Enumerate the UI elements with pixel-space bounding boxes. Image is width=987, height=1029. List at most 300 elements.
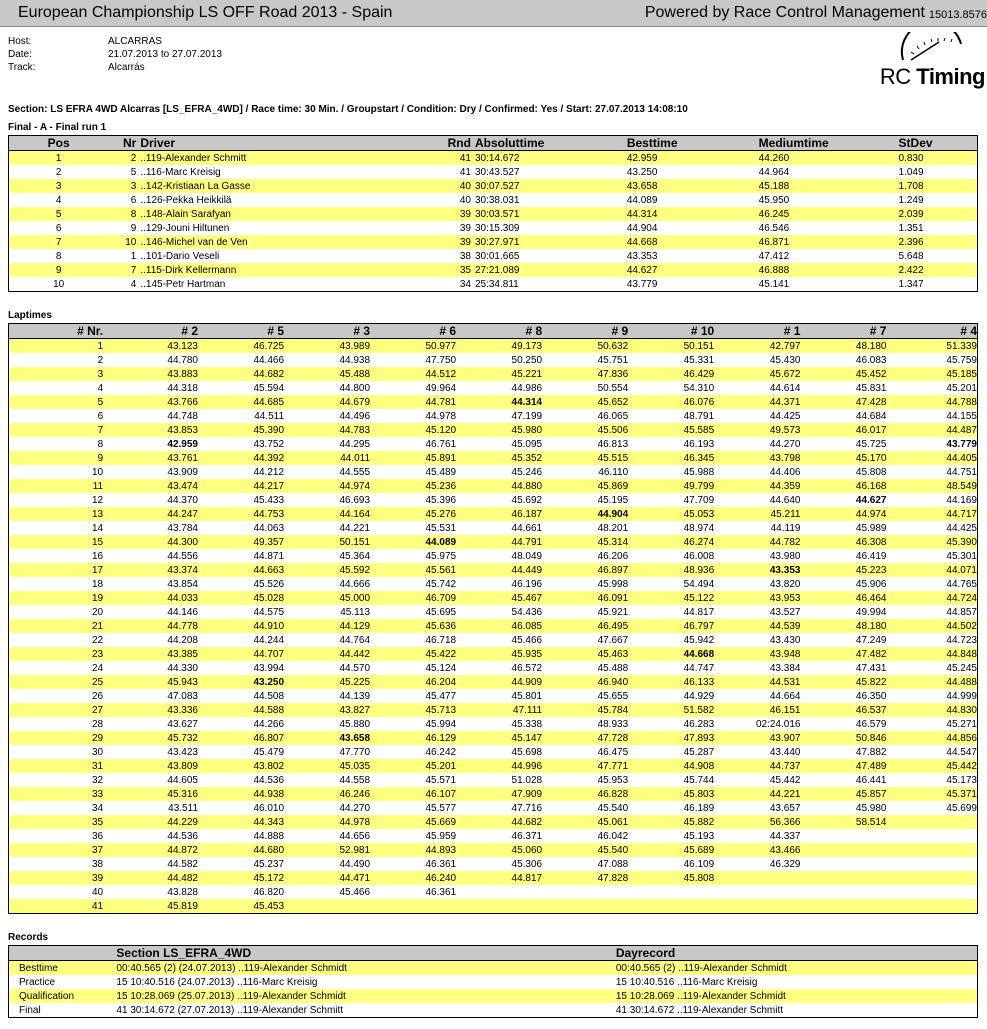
- laptime-cell: 46.828: [542, 787, 628, 801]
- table-row: [9, 409, 978, 423]
- laptime-cell: 46.189: [683, 802, 715, 814]
- laptime-cell: 46.008: [683, 550, 715, 562]
- laptime-cell: 46.429: [628, 367, 714, 381]
- laptime-cell: [800, 871, 886, 885]
- laptime-cell: 45.452: [800, 367, 886, 381]
- host-value: ALCARRAS: [108, 36, 162, 47]
- laptime-cell: 46.065: [597, 410, 629, 422]
- table-cell: 10: [108, 235, 136, 249]
- laptime-cell: 44.791: [456, 535, 542, 549]
- laptimes-col-header: # 2: [103, 324, 198, 339]
- laptime-cell: 45.467: [456, 591, 542, 605]
- laptime-cell: 12: [92, 494, 104, 506]
- laptime-cell: 27: [9, 703, 104, 717]
- laptime-cell: 45.237: [253, 858, 285, 870]
- table-row: [9, 367, 978, 381]
- table-row: [9, 577, 978, 591]
- table-row: [9, 521, 978, 535]
- laptime-cell: 44.164: [284, 507, 370, 521]
- laptime-cell: 44.764: [339, 634, 371, 646]
- laptime-cell: 45.173: [946, 774, 977, 786]
- table-row: [9, 605, 978, 619]
- laptime-cell: 46.350: [855, 690, 887, 702]
- laptime-cell: 43.953: [714, 591, 800, 605]
- laptime-cell: 45.442: [886, 759, 977, 773]
- laptime-cell: 45.526: [253, 578, 285, 590]
- laptime-cell: 44.536: [253, 774, 285, 786]
- laptime-cell: 45.479: [253, 746, 285, 758]
- laptime-cell: [456, 885, 542, 899]
- laptime-cell: 44.986: [511, 382, 543, 394]
- laptime-cell: [886, 843, 977, 857]
- laptime-cell: 46.813: [597, 438, 629, 450]
- laptime-cell: 44.871: [253, 550, 285, 562]
- table-cell: 0.830: [899, 151, 978, 166]
- table-row: [9, 773, 978, 787]
- laptime-cell: 44.089: [370, 535, 456, 549]
- table-cell: 5: [9, 207, 109, 221]
- report-code: 15013.8576: [928, 9, 987, 21]
- laptime-cell: 49.357: [198, 535, 284, 549]
- laptime-cell: 47.771: [542, 759, 628, 773]
- table-row: [9, 193, 978, 207]
- laptime-cell: 43.423: [167, 746, 198, 758]
- laptime-cell: 33: [9, 787, 104, 801]
- laptime-cell: 44.974: [800, 507, 886, 521]
- laptime-cell: 45.000: [284, 591, 370, 605]
- table-row: [9, 661, 978, 675]
- laptime-cell: 50.554: [597, 382, 629, 394]
- laptime-cell: 46.725: [198, 339, 284, 354]
- laptime-cell: 43.466: [714, 843, 800, 857]
- laptime-cell: 46.168: [800, 479, 886, 493]
- laptime-cell: 44.371: [714, 395, 800, 409]
- laptime-cell: 44.071: [886, 563, 977, 577]
- laptimes-table: [8, 323, 978, 914]
- table-cell: 43.658: [627, 179, 759, 193]
- laptime-cell: 44.212: [253, 466, 285, 478]
- laptimes-header-row: [9, 324, 978, 339]
- laptime-cell: 44.737: [714, 759, 800, 773]
- laptime-cell: 44.425: [769, 410, 801, 422]
- laptime-cell: 45.193: [683, 830, 715, 842]
- table-cell: 45.188: [759, 179, 899, 193]
- laptime-cell: 44.656: [339, 830, 371, 842]
- laptime-cell: [886, 829, 977, 843]
- laptime-cell: 46.206: [597, 550, 629, 562]
- laptime-cell: 43.907: [714, 731, 800, 745]
- laptime-cell: 02:24.016: [755, 718, 801, 730]
- laptime-cell: 47.770: [339, 746, 371, 758]
- laptime-cell: 44.661: [511, 522, 543, 534]
- laptime-cell: 47.882: [855, 746, 887, 758]
- laptime-cell: 46.193: [683, 438, 715, 450]
- laptime-cell: 17: [9, 563, 104, 577]
- laptime-cell: [456, 899, 542, 914]
- laptime-cell: 45.636: [370, 619, 456, 633]
- laptime-cell: 47.088: [597, 858, 629, 870]
- laptime-cell: 45.759: [946, 354, 977, 366]
- laptime-cell: 45.276: [370, 507, 456, 521]
- laptime-cell: 54.436: [511, 606, 543, 618]
- laptimes-col-header: # 10: [628, 324, 714, 339]
- table-row: [9, 787, 978, 801]
- laptime-cell: 44.531: [714, 675, 800, 689]
- laptime-cell: 44.555: [339, 466, 371, 478]
- laptime-cell: [542, 885, 628, 899]
- laptime-cell: 45.113: [340, 606, 371, 618]
- col-absoluttime: Absoluttime: [471, 136, 627, 151]
- laptime-cell: 47.836: [542, 367, 628, 381]
- table-cell: 3: [9, 179, 109, 193]
- laptime-cell: 45.959: [425, 830, 457, 842]
- laptime-cell: 44.938: [198, 787, 284, 801]
- records-table: [8, 945, 978, 1018]
- laptime-cell: 54.494: [683, 578, 715, 590]
- table-cell: 40: [436, 179, 471, 193]
- laptime-cell: 45.453: [198, 899, 284, 914]
- laptime-cell: 44.723: [946, 634, 977, 646]
- laptime-cell: [628, 899, 714, 914]
- table-cell: 1.249: [898, 194, 924, 206]
- laptime-cell: 43.883: [103, 367, 198, 381]
- laptime-cell: 44.139: [339, 690, 371, 702]
- records-cell: 41 30:14.672 ..119-Alexander Schmitt: [615, 1004, 784, 1016]
- table-row: [9, 451, 978, 465]
- table-row: [9, 235, 978, 249]
- col-rnd: Rnd: [436, 136, 471, 151]
- laptime-cell: 44.679: [284, 395, 370, 409]
- table-cell: 44.964: [758, 166, 790, 178]
- laptime-cell: 45.857: [800, 787, 886, 801]
- laptime-cell: 45.540: [542, 843, 628, 857]
- laptime-cell: 46.196: [511, 578, 543, 590]
- laptime-cell: 45.699: [946, 802, 977, 814]
- table-cell: 7: [108, 263, 136, 277]
- laptime-cell: 46.308: [800, 535, 886, 549]
- table-row: [9, 647, 978, 661]
- laptime-cell: 46.042: [597, 830, 629, 842]
- laptime-cell: 43.430: [769, 634, 801, 646]
- laptime-cell: 43.474: [103, 479, 198, 493]
- laptime-cell: 47.893: [628, 731, 714, 745]
- records-col-section: Section LS_EFRA_4WD: [108, 946, 612, 961]
- table-cell: ..142-Kristiaan La Gasse: [136, 179, 436, 193]
- laptime-cell: 44.872: [103, 843, 198, 857]
- table-cell: 43.250: [626, 166, 658, 178]
- laptime-cell: 43.853: [103, 423, 198, 437]
- laptime-cell: 44.442: [284, 647, 370, 661]
- table-cell: 1.708: [899, 179, 978, 193]
- table-cell: 38: [459, 250, 471, 262]
- laptime-cell: 45.819: [103, 899, 198, 914]
- records-col-dayrecord: Dayrecord: [613, 946, 978, 961]
- laptime-cell: [370, 899, 456, 914]
- laptime-cell: 46.897: [542, 563, 628, 577]
- table-cell: 1.347: [898, 278, 924, 290]
- laptime-cell: 45.364: [339, 550, 371, 562]
- laptime-cell: 45.352: [456, 451, 542, 465]
- laptime-cell: 8: [97, 438, 104, 450]
- laptime-cell: 45.195: [597, 494, 629, 506]
- final-header-row: [9, 136, 978, 151]
- laptime-cell: 44.893: [370, 843, 456, 857]
- laptime-cell: 45.891: [370, 451, 456, 465]
- table-row: [9, 633, 978, 647]
- laptime-cell: 45.477: [425, 690, 457, 702]
- laptime-cell: 44.747: [683, 662, 715, 674]
- report-title: European Championship LS OFF Road 2013 - Spain: [18, 4, 393, 21]
- laptime-cell: 44.582: [167, 858, 198, 870]
- table-cell: 1: [9, 151, 109, 166]
- laptime-cell: 45.095: [511, 438, 543, 450]
- table-row: [9, 885, 978, 899]
- laptime-cell: 44.488: [886, 675, 977, 689]
- laptime-cell: 50.977: [370, 339, 456, 354]
- laptime-cell: 41: [9, 899, 104, 914]
- laptime-cell: 45.998: [597, 578, 629, 590]
- table-cell: 1.351: [898, 222, 924, 234]
- laptime-cell: 43.798: [714, 451, 800, 465]
- table-row: [9, 815, 978, 829]
- laptime-cell: 45.577: [425, 802, 457, 814]
- table-cell: 10: [53, 278, 65, 290]
- laptime-cell: 45.869: [542, 479, 628, 493]
- laptime-cell: [886, 899, 977, 914]
- laptime-cell: 43.779: [946, 438, 977, 450]
- laptime-cell: 45.124: [425, 662, 457, 674]
- table-row: [9, 591, 978, 605]
- laptime-cell: 44.910: [198, 619, 284, 633]
- laptime-cell: [800, 857, 886, 871]
- laptime-cell: 39: [9, 871, 104, 885]
- laptime-cell: 3: [9, 367, 104, 381]
- laptime-cell: 45.882: [628, 815, 714, 829]
- laptime-cell: 45.463: [542, 647, 628, 661]
- laptime-cell: 24: [92, 662, 104, 674]
- laptime-cell: 56.366: [714, 815, 800, 829]
- laptime-cell: 44.270: [339, 802, 371, 814]
- laptime-cell: 46.441: [855, 774, 887, 786]
- laptime-cell: 44.496: [339, 410, 371, 422]
- laptime-cell: 45.652: [542, 395, 628, 409]
- table-row: [9, 423, 978, 437]
- laptime-cell: 9: [9, 451, 104, 465]
- records-cell: 15 10:40.516 (24.07.2013) ..116-Marc Kreisig: [116, 976, 318, 988]
- laptimes-col-header: # 7: [800, 324, 886, 339]
- laptime-cell: 18: [92, 578, 104, 590]
- laptime-cell: 16: [92, 550, 104, 562]
- track-value: Alcarrás: [108, 62, 145, 73]
- table-cell: 46.245: [759, 207, 899, 221]
- laptime-cell: 44.392: [198, 451, 284, 465]
- table-cell: 46.888: [759, 263, 899, 277]
- laptime-cell: 44.707: [198, 647, 284, 661]
- laptime-cell: 46.495: [542, 619, 628, 633]
- table-row: [9, 745, 978, 759]
- table-row: [9, 675, 978, 689]
- table-cell: 44.314: [627, 207, 759, 221]
- laptime-cell: 47.750: [425, 354, 457, 366]
- laptime-cell: 43.948: [714, 647, 800, 661]
- laptime-cell: 44.781: [370, 395, 456, 409]
- laptime-cell: 50.250: [511, 354, 543, 366]
- table-row: [9, 493, 978, 507]
- laptime-cell: 45.989: [855, 522, 887, 534]
- laptime-cell: 44.588: [198, 703, 284, 717]
- laptime-cell: 44.244: [253, 634, 285, 646]
- laptime-cell: 47.428: [800, 395, 886, 409]
- laptime-cell: [714, 885, 800, 899]
- laptime-cell: 48.180: [800, 619, 886, 633]
- laptime-cell: 11: [9, 479, 104, 493]
- table-cell: 2: [55, 166, 62, 178]
- laptime-cell: 5: [9, 395, 104, 409]
- laptime-cell: 40: [92, 886, 104, 898]
- laptime-cell: 29: [9, 731, 104, 745]
- laptime-cell: 46.085: [456, 619, 542, 633]
- laptime-cell: 47.728: [542, 731, 628, 745]
- records-label: Records: [8, 932, 49, 943]
- laptime-cell: 45.692: [511, 494, 543, 506]
- laptime-cell: 19: [9, 591, 104, 605]
- table-row: [9, 759, 978, 773]
- laptime-cell: 42.797: [714, 339, 800, 354]
- laptime-cell: 46.187: [456, 507, 542, 521]
- laptime-cell: [886, 857, 977, 871]
- laptime-cell: 45.147: [456, 731, 542, 745]
- table-cell: 30:38.031: [474, 194, 520, 206]
- laptime-cell: 45.594: [253, 382, 285, 394]
- laptime-cell: 44.471: [284, 871, 370, 885]
- laptime-cell: 49.573: [714, 423, 800, 437]
- laptime-cell: 45.689: [628, 843, 714, 857]
- laptime-cell: 45.271: [946, 718, 977, 730]
- table-cell: 41: [436, 151, 471, 166]
- laptime-cell: 45.170: [800, 451, 886, 465]
- laptime-cell: 43.809: [103, 759, 198, 773]
- laptime-cell: 44.539: [714, 619, 800, 633]
- table-cell: 5: [130, 166, 137, 178]
- laptime-cell: 43.374: [103, 563, 198, 577]
- date-label: Date:: [8, 49, 32, 60]
- laptime-cell: 47.199: [511, 410, 543, 422]
- laptime-cell: 50.846: [800, 731, 886, 745]
- laptime-cell: 46.109: [683, 858, 715, 870]
- laptime-cell: 43.854: [167, 578, 198, 590]
- laptime-cell: 43.820: [769, 578, 801, 590]
- laptime-cell: 44.405: [886, 451, 977, 465]
- laptime-cell: 44.888: [253, 830, 285, 842]
- laptime-cell: 45.942: [683, 634, 715, 646]
- laptime-cell: 47.909: [456, 787, 542, 801]
- laptime-cell: 44.295: [339, 438, 371, 450]
- table-cell: 3: [108, 179, 136, 193]
- laptime-cell: 46.371: [511, 830, 543, 842]
- laptime-cell: 44.570: [339, 662, 371, 674]
- records-cell: 41 30:14.672 (27.07.2013) ..119-Alexander Schmitt: [116, 1004, 344, 1016]
- laptime-cell: 46.076: [628, 395, 714, 409]
- laptime-cell: 47.249: [855, 634, 887, 646]
- table-cell: 30:27.971: [471, 235, 627, 249]
- table-row: [9, 437, 978, 451]
- laptime-cell: 45.732: [103, 731, 198, 745]
- laptime-cell: 44.490: [339, 858, 371, 870]
- laptime-cell: 45.975: [425, 550, 457, 562]
- laptime-cell: 45.831: [855, 382, 887, 394]
- laptime-cell: 46.133: [628, 675, 714, 689]
- laptime-cell: 45.225: [284, 675, 370, 689]
- laptime-cell: 44.682: [456, 815, 542, 829]
- laptime-cell: 45.540: [597, 802, 629, 814]
- laptime-cell: 44.664: [769, 690, 801, 702]
- laptime-cell: 44.908: [628, 759, 714, 773]
- table-cell: 46.871: [759, 235, 899, 249]
- table-row: [9, 619, 978, 633]
- laptime-cell: 45.953: [597, 774, 629, 786]
- laptime-cell: 45.515: [542, 451, 628, 465]
- table-row: [9, 465, 978, 479]
- laptime-cell: 45.120: [370, 423, 456, 437]
- laptime-cell: 46.242: [425, 746, 457, 758]
- table-row: [9, 801, 978, 815]
- laptime-cell: 44.229: [103, 815, 198, 829]
- laptime-cell: 49.799: [628, 479, 714, 493]
- laptime-cell: 46.091: [542, 591, 628, 605]
- laptime-cell: 44.999: [946, 690, 977, 702]
- laptime-cell: 44.929: [683, 690, 715, 702]
- laptime-cell: 44.011: [284, 451, 370, 465]
- laptime-cell: 46.274: [628, 535, 714, 549]
- table-cell: ..129-Jouni Hiltunen: [140, 222, 230, 234]
- records-cell: Qualification: [9, 989, 109, 1003]
- laptime-cell: 44.511: [254, 410, 285, 422]
- table-cell: 9: [130, 222, 137, 234]
- laptime-cell: 48.936: [628, 563, 714, 577]
- records-cell: Final: [19, 1004, 41, 1016]
- laptime-cell: 44.817: [683, 606, 715, 618]
- laptime-cell: 44.575: [253, 606, 285, 618]
- laptime-cell: [886, 815, 977, 829]
- laptime-cell: 44.668: [628, 647, 714, 661]
- table-row: [9, 249, 978, 263]
- laptime-cell: 46.718: [425, 634, 457, 646]
- laptime-cell: 44.482: [103, 871, 198, 885]
- laptimes-col-header: # 3: [284, 324, 370, 339]
- table-cell: 39: [436, 235, 471, 249]
- laptime-cell: 44.717: [886, 507, 977, 521]
- laptime-cell: 44.146: [167, 606, 198, 618]
- laptime-cell: 45.433: [253, 494, 285, 506]
- table-row: [9, 353, 978, 367]
- host-label: Host:: [8, 36, 32, 47]
- laptime-cell: 44.724: [886, 591, 977, 605]
- laptime-cell: 44.208: [167, 634, 198, 646]
- laptime-cell: 15: [9, 535, 104, 549]
- laptime-cell: 54.310: [683, 382, 715, 394]
- records-cell: 15 10:40.516 ..116-Marc Kreisig: [615, 976, 758, 988]
- laptime-cell: 45.801: [511, 690, 543, 702]
- laptime-cell: 47.667: [597, 634, 629, 646]
- laptime-cell: 44.748: [167, 410, 198, 422]
- table-cell: 25:34.811: [474, 278, 519, 290]
- laptime-cell: 45.245: [946, 662, 977, 674]
- table-cell: 4: [55, 194, 62, 206]
- section-info: Section: LS EFRA 4WD Alcarras [LS_EFRA_4WD] / Race time: 30 Min. / Groupstart / Condition: Dry / Confirmed: Yes / Start: 27.07.2013 14:08:10: [8, 104, 688, 115]
- laptime-cell: 6: [97, 410, 104, 422]
- table-cell: 44.089: [626, 194, 658, 206]
- laptime-cell: 45.466: [511, 634, 543, 646]
